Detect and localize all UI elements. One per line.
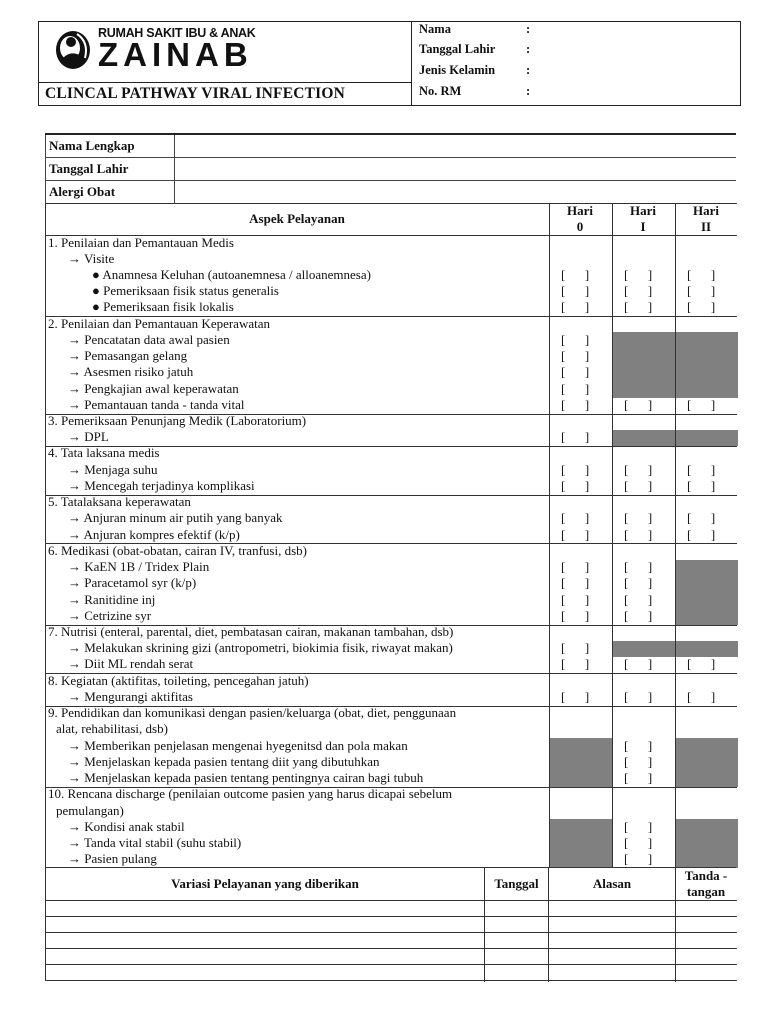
column-divider <box>675 203 676 868</box>
not-applicable-cell <box>676 608 738 625</box>
not-applicable-cell <box>676 592 738 609</box>
section-separator <box>46 673 737 674</box>
tanda-line: tangan <box>686 884 726 899</box>
checkbox-day-0[interactable]: [ ] <box>561 656 590 672</box>
column-divider <box>174 181 175 203</box>
pathway-item: → Menjaga suhu <box>68 461 158 477</box>
header-divider-vertical <box>411 22 412 105</box>
patient-info-row <box>45 181 736 204</box>
hospital-logo <box>39 22 412 82</box>
patient-info-label: Nama Lengkap <box>49 138 135 153</box>
section-separator <box>46 316 737 317</box>
checkbox-day-1[interactable]: [ ] <box>624 510 653 526</box>
checkbox-day-1[interactable]: [ ] <box>624 737 653 753</box>
not-applicable-cell <box>676 560 738 577</box>
section-separator <box>46 446 737 447</box>
checkbox-day-1[interactable]: [ ] <box>624 575 653 591</box>
pathway-item: → Ranitidine inj <box>68 591 156 607</box>
table-top-border <box>46 203 737 204</box>
not-applicable-cell <box>676 641 738 658</box>
not-applicable-cell <box>613 641 675 658</box>
patient-id-rm-field[interactable]: : <box>526 84 531 98</box>
checkbox-day-0[interactable]: [ ] <box>561 283 590 299</box>
not-applicable-cell <box>613 430 675 447</box>
checkbox-day-0[interactable]: [ ] <box>561 559 590 575</box>
checkbox-day-0[interactable]: [ ] <box>561 348 590 364</box>
checkbox-day-0[interactable]: [ ] <box>561 429 590 445</box>
section-heading: 10. Rencana discharge (penilaian outcome pasien yang harus dicapai sebelum <box>48 786 453 802</box>
variation-row-line <box>46 916 737 917</box>
hospital-name-line1: RUMAH SAKIT IBU & ANAK <box>98 26 256 40</box>
patient-info-row <box>45 158 736 181</box>
checkbox-day-1[interactable]: [ ] <box>624 607 653 623</box>
checkbox-day-1[interactable]: [ ] <box>624 818 653 834</box>
column-divider <box>549 203 550 868</box>
variation-row-line <box>46 932 737 933</box>
checkbox-day-0[interactable]: [ ] <box>561 575 590 591</box>
checkbox-day-1[interactable]: [ ] <box>624 559 653 575</box>
checkbox-day-1[interactable]: [ ] <box>624 770 653 786</box>
checkbox-day-0[interactable]: [ ] <box>561 526 590 542</box>
pathway-table <box>45 203 736 868</box>
pathway-item: → Tanda vital stabil (suhu stabil) <box>68 835 242 850</box>
pathway-item: → Memberikan penjelasan mengenai hyegenitsd dan pola makan <box>68 737 408 753</box>
variation-row-line <box>46 948 737 949</box>
day-header-line: I <box>640 219 646 234</box>
column-divider <box>612 203 613 868</box>
not-applicable-cell <box>613 365 675 382</box>
checkbox-day-2[interactable]: [ ] <box>687 283 716 299</box>
alasan-header: Alasan <box>592 876 632 891</box>
day-header-line: Hari <box>630 203 656 218</box>
hospital-emblem-icon <box>53 28 93 72</box>
pathway-item: → Anjuran kompres efektif (k/p) <box>68 526 240 542</box>
section-heading: 9. Pendidikan dan komunikasi dengan pasien/keluarga (obat, diet, penggunaan <box>48 705 457 721</box>
not-applicable-cell <box>613 349 675 366</box>
section-heading: 5. Tatalaksana keperawatan <box>48 494 191 510</box>
section-separator <box>46 414 737 415</box>
section-heading: 7. Nutrisi (enteral, parental, diet, pembatasan cairan, makanan tambahan, dsb) <box>48 624 454 640</box>
patient-info-row <box>45 135 736 158</box>
checkbox-day-2[interactable]: [ ] <box>687 266 716 282</box>
pathway-item: → Pemasangan gelang <box>68 348 188 364</box>
checkbox-day-2[interactable]: [ ] <box>687 396 716 412</box>
pathway-item: → Kondisi anak stabil <box>68 818 185 834</box>
not-applicable-cell <box>676 754 738 771</box>
not-applicable-cell <box>676 430 738 447</box>
not-applicable-cell <box>550 836 612 853</box>
pathway-item: → Mencegah terjadinya komplikasi <box>68 477 255 493</box>
pathway-item: alat, rehabilitasi, dsb) <box>56 721 168 737</box>
checkbox-day-0[interactable]: [ ] <box>561 640 590 656</box>
pathway-item: → KaEN 1B / Tridex Plain <box>68 559 210 575</box>
checkbox-day-1[interactable]: [ ] <box>624 851 653 867</box>
not-applicable-cell <box>613 332 675 349</box>
not-applicable-cell <box>550 754 612 771</box>
pathway-item: → Visite <box>68 250 115 266</box>
patient-info-table <box>45 133 736 205</box>
form-header <box>38 21 741 106</box>
pathway-item: → Melakukan skrining gizi (antropometri, biokimia fisik, riwayat makan) <box>68 640 453 656</box>
column-divider <box>174 158 175 180</box>
pathway-item: → Paracetamol syr (k/p) <box>68 575 197 591</box>
pathway-item: → Pengkajian awal keperawatan <box>68 380 239 396</box>
checkbox-day-1[interactable]: [ ] <box>624 299 653 315</box>
pathway-item: → Pasien pulang <box>68 851 157 867</box>
checkbox-day-0[interactable]: [ ] <box>561 607 590 623</box>
header-separator <box>46 235 737 236</box>
checkbox-day-0[interactable]: [ ] <box>561 461 590 477</box>
section-heading: 3. Pemeriksaan Penunjang Medik (Laboratorium) <box>48 413 307 429</box>
day-header-line: Hari <box>693 203 719 218</box>
pathway-item: → Anjuran minum air putih yang banyak <box>68 510 283 526</box>
checkbox-day-0[interactable]: [ ] <box>561 299 590 315</box>
checkbox-day-1[interactable]: [ ] <box>624 753 653 769</box>
checkbox-day-2[interactable]: [ ] <box>687 461 716 477</box>
section-heading: 6. Medikasi (obat-obatan, cairan IV, tranfusi, dsb) <box>48 542 307 558</box>
form-title: CLINCAL PATHWAY VIRAL INFECTION <box>45 85 346 102</box>
checkbox-day-2[interactable]: [ ] <box>687 477 716 493</box>
not-applicable-cell <box>550 819 612 836</box>
tanggal-header: Tanggal <box>494 876 539 891</box>
patient-id-rm-label: No. RM <box>419 84 462 98</box>
checkbox-day-0[interactable]: [ ] <box>561 510 590 526</box>
patient-info-label: Tanggal Lahir <box>49 161 129 176</box>
checkbox-day-1[interactable]: [ ] <box>624 591 653 607</box>
section-separator <box>46 787 737 788</box>
section-separator <box>46 495 737 496</box>
variation-table <box>45 867 736 981</box>
checkbox-day-1[interactable]: [ ] <box>624 526 653 542</box>
pathway-item: → Cetrizine syr <box>68 607 152 623</box>
pathway-item: → Pemantauan tanda - tanda vital <box>68 396 245 412</box>
section-heading: 1. Penilaian dan Pemantauan Medis <box>48 234 234 250</box>
checkbox-day-0[interactable]: [ ] <box>561 591 590 607</box>
pathway-item: pemulangan) <box>56 802 124 818</box>
not-applicable-cell <box>676 836 738 853</box>
checkbox-day-2[interactable]: [ ] <box>687 656 716 672</box>
day-header-line: II <box>700 219 712 234</box>
not-applicable-cell <box>676 576 738 593</box>
variation-row-line <box>46 980 737 981</box>
checkbox-day-0[interactable]: [ ] <box>561 331 590 347</box>
tanda-tangan-header <box>675 868 737 900</box>
section-separator <box>46 706 737 707</box>
variation-row-line <box>46 964 737 965</box>
checkbox-day-0[interactable]: [ ] <box>561 364 590 380</box>
not-applicable-cell <box>676 332 738 349</box>
section-heading: 4. Tata laksana medis <box>48 445 160 461</box>
not-applicable-cell <box>676 738 738 755</box>
checkbox-day-1[interactable]: [ ] <box>624 477 653 493</box>
header-divider <box>39 82 412 83</box>
checkbox-day-0[interactable]: [ ] <box>561 477 590 493</box>
checkbox-day-1[interactable]: [ ] <box>624 656 653 672</box>
checkbox-day-2[interactable]: [ ] <box>687 688 716 704</box>
patient-info-label: Alergi Obat <box>49 184 116 199</box>
checkbox-day-1[interactable]: [ ] <box>624 283 653 299</box>
checkbox-day-1[interactable]: [ ] <box>624 266 653 282</box>
patient-id-sex-label: Jenis Kelamin <box>419 63 496 77</box>
day-1-header <box>612 203 674 235</box>
day-header-line: Hari <box>567 203 593 218</box>
not-applicable-cell <box>613 381 675 398</box>
day-2-header <box>675 203 737 235</box>
section-separator <box>46 625 737 626</box>
patient-id-dob-field[interactable]: : <box>526 42 531 56</box>
pathway-item: ● Pemeriksaan fisik lokalis <box>92 299 234 315</box>
pathway-item: → Menjelaskan kepada pasien tentang diit yang dibutuhkan <box>68 753 380 769</box>
checkbox-day-2[interactable]: [ ] <box>687 510 716 526</box>
checkbox-day-1[interactable]: [ ] <box>624 461 653 477</box>
not-applicable-cell <box>550 738 612 755</box>
not-applicable-cell <box>676 365 738 382</box>
checkbox-day-0[interactable]: [ ] <box>561 380 590 396</box>
checkbox-day-0[interactable]: [ ] <box>561 266 590 282</box>
tanda-line: Tanda - <box>684 868 728 883</box>
hospital-name-line2: ZAINAB <box>98 36 253 73</box>
column-divider <box>174 135 175 157</box>
checkbox-day-1[interactable]: [ ] <box>624 688 653 704</box>
not-applicable-cell <box>676 852 738 869</box>
not-applicable-cell <box>676 381 738 398</box>
section-heading: 2. Penilaian dan Pemantauan Keperawatan <box>48 315 270 331</box>
variasi-header: Variasi Pelayanan yang diberikan <box>171 876 359 891</box>
aspect-header: Aspek Pelayanan <box>249 211 345 226</box>
checkbox-day-2[interactable]: [ ] <box>687 526 716 542</box>
patient-id-sex-field[interactable]: : <box>526 63 531 77</box>
checkbox-day-1[interactable]: [ ] <box>624 396 653 412</box>
patient-id-name-field[interactable]: : <box>526 22 531 36</box>
not-applicable-cell <box>550 771 612 788</box>
pathway-item: → Asesmen risiko jatuh <box>68 364 194 380</box>
pathway-item: ● Anamnesa Keluhan (autoanemnesa / alloanemnesa) <box>92 266 371 282</box>
section-heading: 8. Kegiatan (aktifitas, toileting, pencegahan jatuh) <box>48 672 309 688</box>
patient-id-name-label: Nama <box>419 22 451 36</box>
pathway-item: → DPL <box>68 429 109 445</box>
pathway-item: → Mengurangi aktifitas <box>68 688 193 704</box>
variation-row-line <box>46 900 737 901</box>
checkbox-day-1[interactable]: [ ] <box>624 835 653 850</box>
day-header-line: 0 <box>576 219 584 234</box>
not-applicable-cell <box>676 819 738 836</box>
pathway-item: → Menjelaskan kepada pasien tentang pentingnya cairan bagi tubuh <box>68 770 424 786</box>
checkbox-day-2[interactable]: [ ] <box>687 299 716 315</box>
patient-id-dob-label: Tanggal Lahir <box>419 42 496 56</box>
not-applicable-cell <box>550 852 612 869</box>
section-separator <box>46 543 737 544</box>
pathway-item: ● Pemeriksaan fisik status generalis <box>92 283 279 299</box>
pathway-item: → Pencatatan data awal pasien <box>68 331 230 347</box>
checkbox-day-0[interactable]: [ ] <box>561 688 590 704</box>
pathway-item: → Diit ML rendah serat <box>68 656 194 672</box>
not-applicable-cell <box>676 349 738 366</box>
checkbox-day-0[interactable]: [ ] <box>561 396 590 412</box>
not-applicable-cell <box>676 771 738 788</box>
day-0-header <box>549 203 611 235</box>
